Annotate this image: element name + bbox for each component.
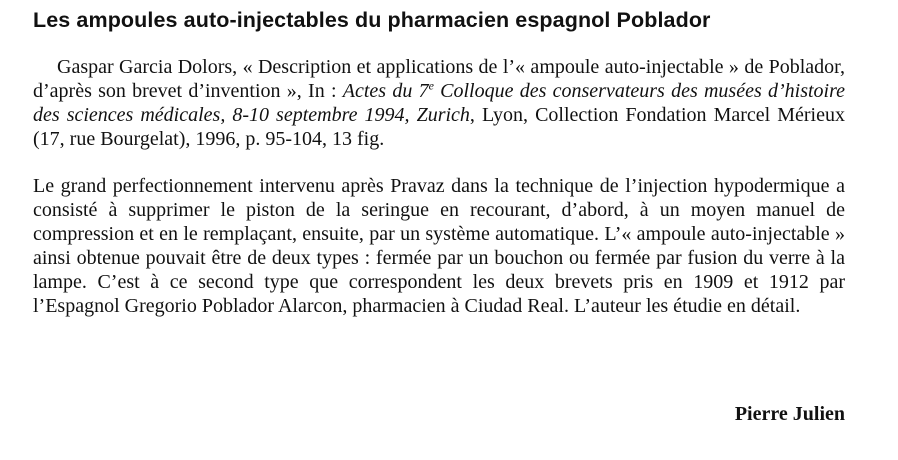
abstract-paragraph: Le grand perfectionnement intervenu après Pravaz dans la technique de l’injection hypodermique a consisté à supprimer le piston de la seringue en recourant, d’abord, à un moyen manuel de compression et en le remplaçant, ensuite, par un système automatique. L’« ampoule auto-injectable » ainsi obtenue pouvait être de deux types : fermée par un bouchon ou fermée par fusion du verre à la lampe. C’est à ce second type que correspondent les deux brevets pris en 1909 et 1912 par l’Espagnol Gregorio Poblador Alarcon, pharmacien à Ciudad Real. L’auteur les étudie en détail.: [33, 175, 845, 317]
proceedings-title-rest: Colloque des conservateurs des musées d’histoire des sciences médicales, 8-10 septembre 1994, Zurich: [33, 80, 846, 126]
reference-authors: Gaspar Garcia Dolors,: [57, 56, 238, 78]
bibliographic-reference: [33, 55, 845, 151]
proceedings-title-start: Actes du 7: [342, 80, 429, 102]
reference-publication-details: , Lyon, Collection Fondation Marcel Mérieux (17, rue Bourgelat), 1996, p. 95-104, 13 fig.: [33, 104, 845, 150]
reference-in-label: In :: [308, 80, 337, 102]
review-author-signature: Pierre Julien: [734, 403, 845, 425]
reference-article-title: « Description et applications de l’« ampoule auto-injectable » de Poblador, d’après son brevet d’invention »,: [33, 56, 846, 102]
proceedings-superscript: e: [428, 78, 434, 93]
review-title: Les ampoules auto-injectables du pharmacien espagnol Poblador: [33, 8, 711, 32]
